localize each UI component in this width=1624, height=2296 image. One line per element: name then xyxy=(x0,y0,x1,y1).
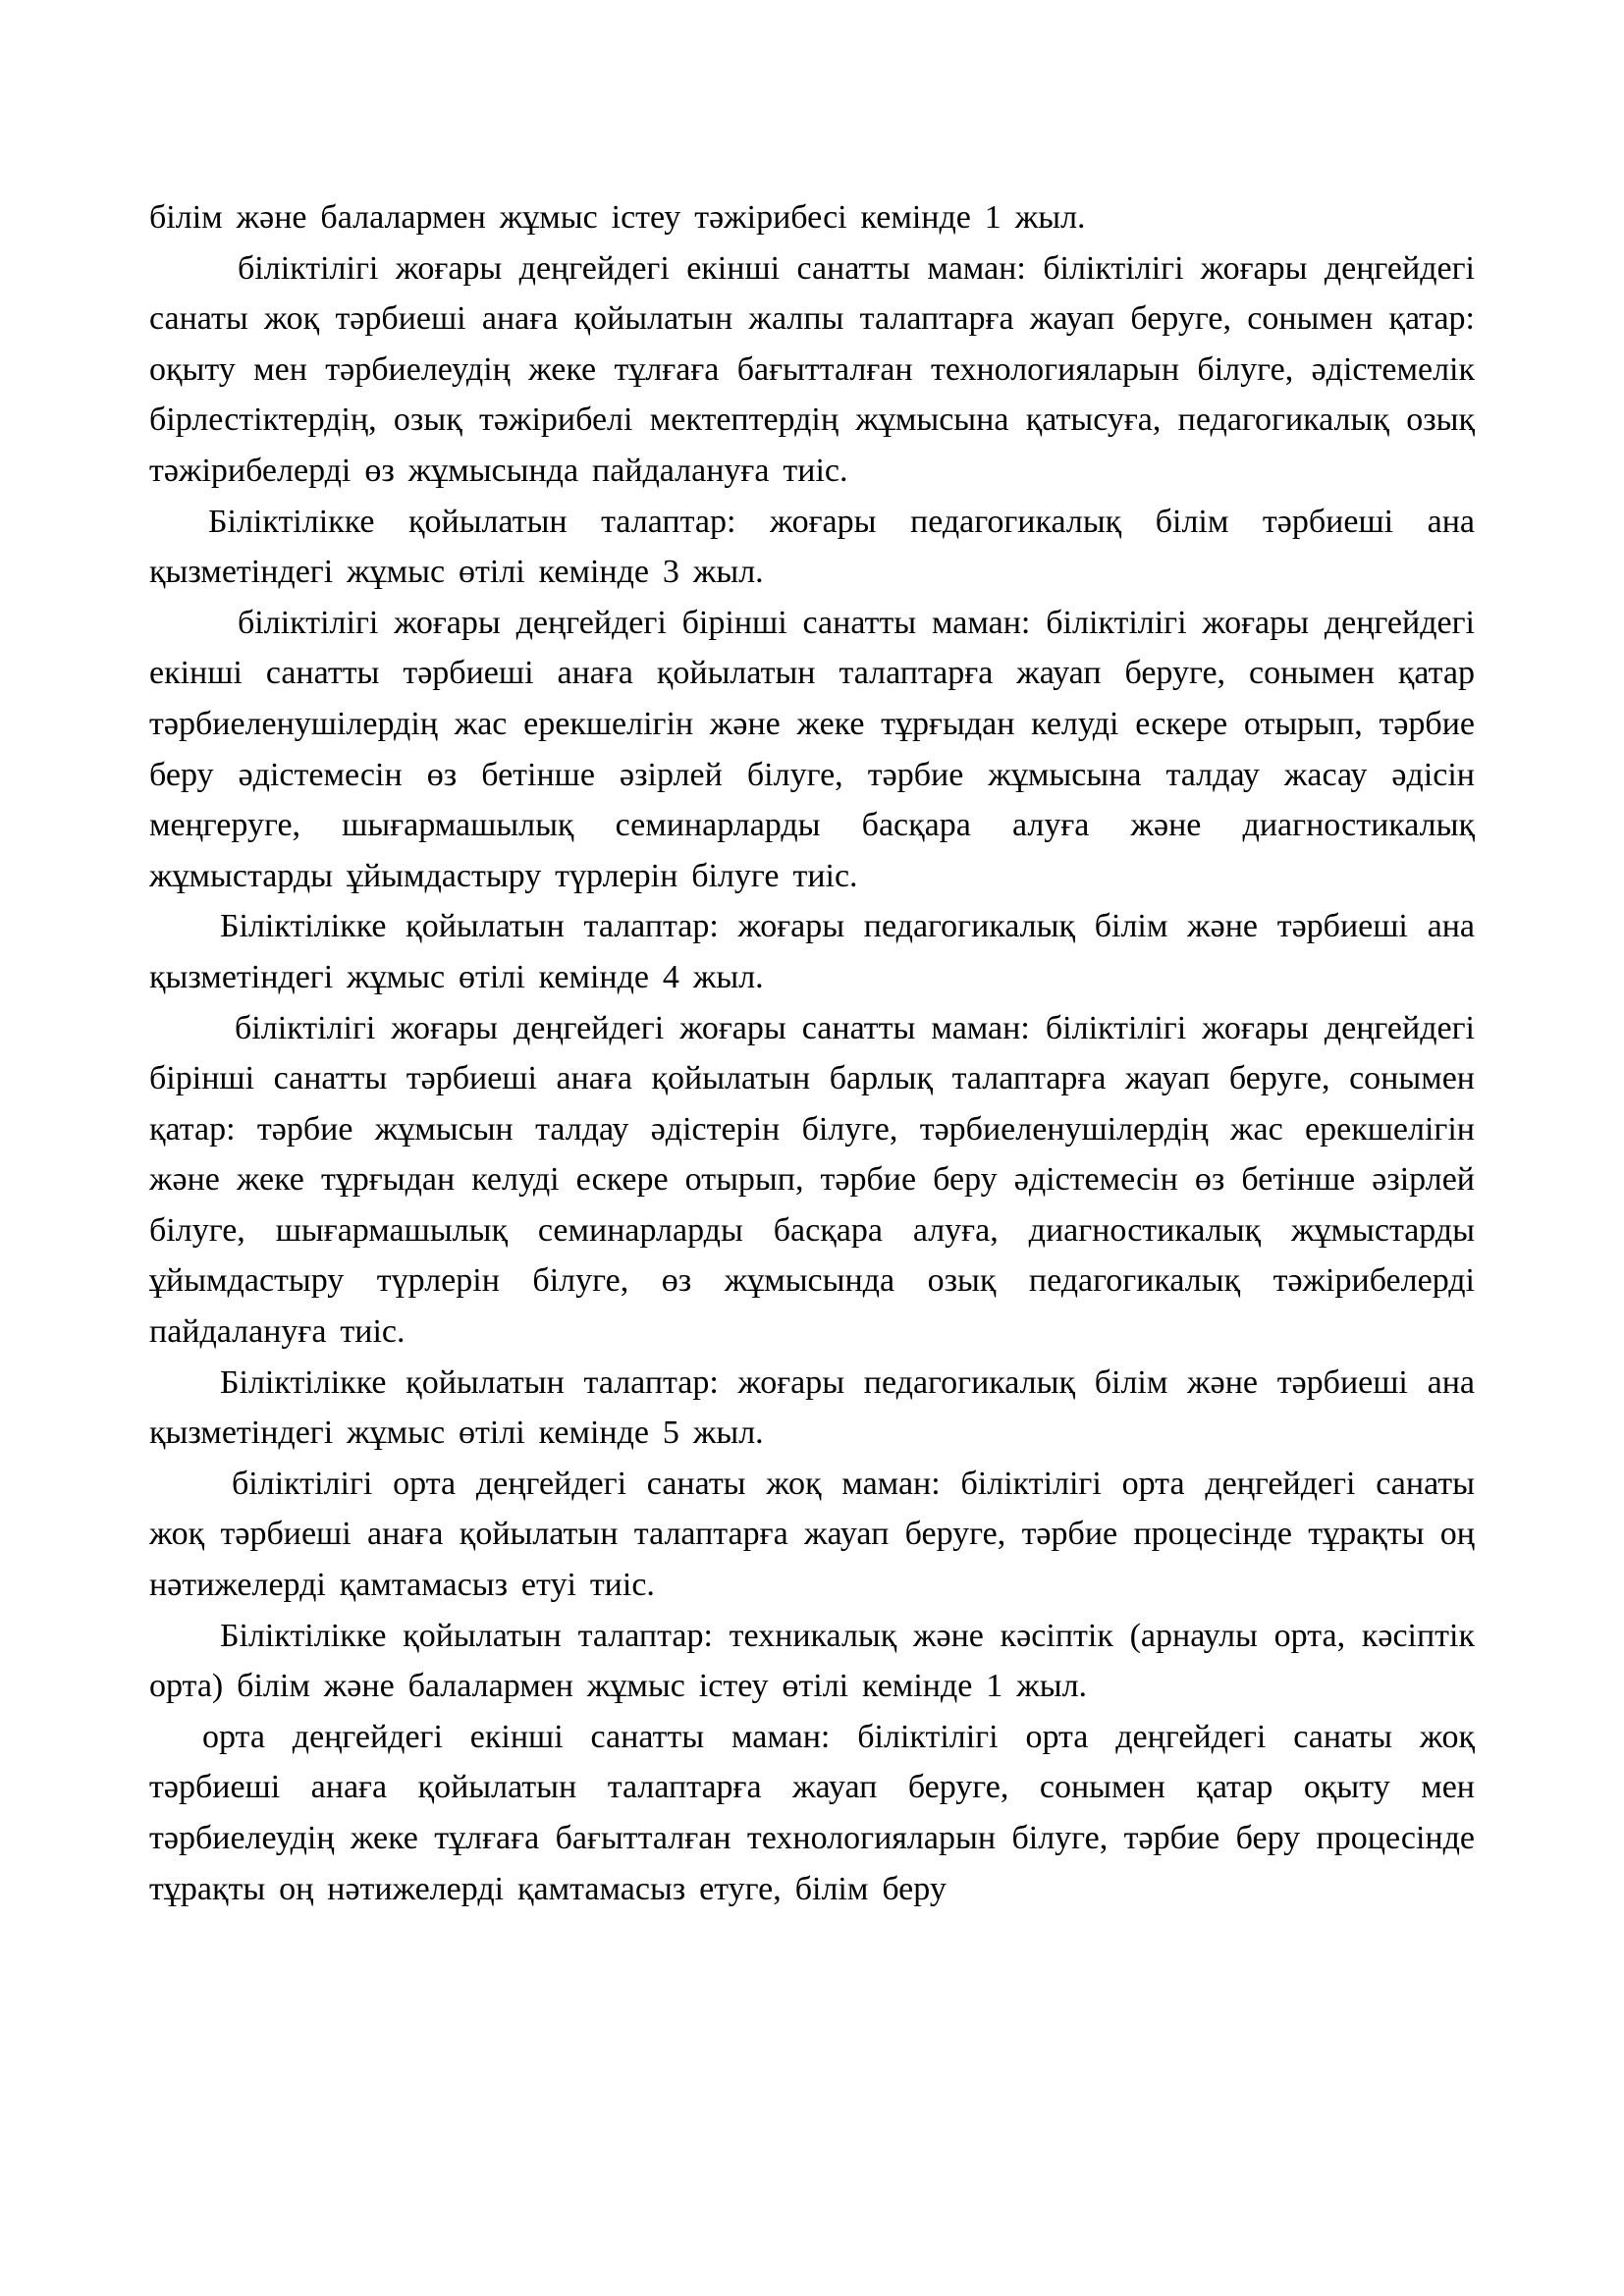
paragraph: Біліктілікке қойылатын талаптар: жоғары педагогикалық білім тәрбиеші ана қызметіндегі жұмыс өтілі кемінде 3 жыл. xyxy=(149,503,1475,591)
paragraph: біліктілігі жоғары деңгейдегі екінші санатты маман: біліктілігі жоғары деңгейдегі санаты жоқ тәрбиеші анаға қойылатын жалпы талаптарға жауап беруге, сонымен қатар: оқыту мен тәрбиелеудің жеке тұлғаға бағытталған технологияларын білуге, әдістемелік бірлестіктердің, озық тәжірибелі мектептердің жұмысына қатысуға, педагогикалық озық тәжірибелерді өз жұмысында пайдалануға тиіс. xyxy=(149,249,1475,489)
paragraph: біліктілігі жоғары деңгейдегі бірінші санатты маман: біліктілігі жоғары деңгейдегі екінші санатты тәрбиеші анаға қойылатын талаптарға жауап беруге, сонымен қатар тәрбиеленушілердің жас ерекшелігін және жеке тұрғыдан келуді ескере отырып, тәрбие беру әдістемесін өз бетінше әзірлей білуге, тәрбие жұмысына талдау жасау әдісін меңгеруге, шығармашылық семинарларды басқара алуға және диагностикалық жұмыстарды ұйымдастыру түрлерін білуге тиіс. xyxy=(149,604,1475,894)
paragraph: орта деңгейдегі екінші санатты маман: біліктілігі орта деңгейдегі санаты жоқ тәрбиеші анаға қойылатын талаптарға жауап беруге, сонымен қатар оқыту мен тәрбиелеудің жеке тұлғаға бағытталған технологияларын білуге, тәрбие беру процесінде тұрақты оң нәтижелерді қамтамасыз етуге, білім беру xyxy=(149,1718,1475,1907)
paragraph: Біліктілікке қойылатын талаптар: техникалық және кәсіптік (арнаулы орта, кәсіптік орта) білім және балалармен жұмыс істеу өтілі кемінде 1 жыл. xyxy=(149,1617,1475,1705)
paragraph: біліктілігі орта деңгейдегі санаты жоқ маман: біліктілігі орта деңгейдегі санаты жоқ тәрбиеші анаға қойылатын талаптарға жауап беруге, тәрбие процесінде тұрақты оң нәтижелерді қамтамасыз етуі тиіс. xyxy=(149,1465,1475,1604)
paragraph: білім және балалармен жұмыс істеу тәжірибесі кемінде 1 жыл. xyxy=(149,199,1086,236)
paragraph: біліктілігі жоғары деңгейдегі жоғары санатты маман: біліктілігі жоғары деңгейдегі бірінші санатты тәрбиеші анаға қойылатын барлық талаптарға жауап беруге, сонымен қатар: тәрбие жұмысын талдау әдістерін білуге, тәрбиеленушілердің жас ерекшелігін және жеке тұрғыдан келуді ескере отырып, тәрбие беру әдістемесін өз бетінше әзірлей білуге, шығармашылық семинарларды басқара алуға, диагностикалық жұмыстарды ұйымдастыру түрлерін білуге, өз жұмысында озық педагогикалық тәжірибелерді пайдалануға тиіс. xyxy=(149,1009,1475,1351)
document-text-block xyxy=(149,192,1475,1914)
paragraph: Біліктілікке қойылатын талаптар: жоғары педагогикалық білім және тәрбиеші ана қызметіндегі жұмыс өтілі кемінде 5 жыл. xyxy=(149,1363,1475,1452)
paragraph: Біліктілікке қойылатын талаптар: жоғары педагогикалық білім және тәрбиеші ана қызметіндегі жұмыс өтілі кемінде 4 жыл. xyxy=(149,908,1475,995)
